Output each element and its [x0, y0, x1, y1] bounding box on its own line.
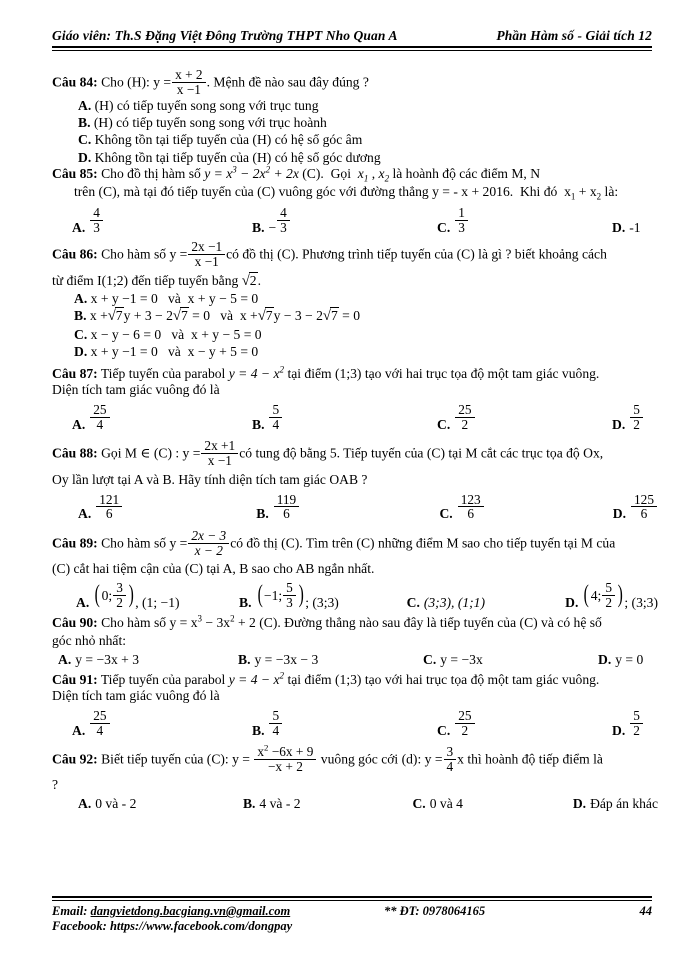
option-a[interactable]: A. 0 và - 2 [78, 795, 137, 811]
question-list [52, 68, 658, 810]
option-b[interactable]: B. (H) có tiếp tuyến song song với trục hoành [78, 115, 327, 131]
page-header [52, 28, 652, 51]
footer-email-address[interactable]: dangvietdong.bacgiang.vn@gmail.com [90, 904, 291, 918]
fraction-2x3-over-x2: $\frac{2x - 3}{x - 2}$ [188, 529, 229, 557]
footer-facebook[interactable]: Facebook: https://www.facebook.com/dongpay [52, 919, 293, 933]
question-88-options [52, 493, 658, 521]
option-d[interactable]: D. $\frac{5}{2}$ [612, 403, 658, 431]
question-86-stem-line2: từ điểm I(1;2) đến tiếp tuyến bằng √2. [52, 272, 261, 289]
option-a[interactable]: A. $\frac{4}{3}$ [72, 206, 252, 234]
question-90-stem-line1: Câu 90: Cho hàm số $y = x^3 - 3x^2 + 2$ (C). Đường thẳng nào sau đây là tiếp tuyến của (C) và có hệ số [52, 613, 602, 630]
expr-cubic-90: $y = x^3 - 3x^2 + 2$ [169, 613, 256, 630]
question-88-stem-line2: Oy lần lượt tại A và B. Hãy tính diện tích tam giác OAB ? [52, 471, 368, 487]
fraction-5-over-2: $\frac{5}{2}$ [630, 709, 643, 737]
point-1-3: (1;3) [335, 671, 362, 687]
sqrt-7: √7 [322, 308, 338, 325]
option-d[interactable]: D. Đáp án khác [572, 795, 658, 811]
question-86 [52, 240, 658, 360]
question-85-number: Câu 85: [52, 165, 98, 181]
question-89-number: Câu 89: [52, 535, 98, 551]
sqrt-2: √2 [241, 272, 257, 289]
fraction-25-over-4: $\frac{25}{4}$ [90, 403, 109, 431]
expr-cubic-85: $y = x^3 - 2x^2 + 2x$ [204, 164, 299, 181]
question-84-stem-post: . Mệnh đề nào sau đây đúng ? [206, 74, 369, 90]
question-85-line1-b: (C). Gọi $x_1$ , $x_2$ là hoành độ các điểm M, N [302, 165, 541, 184]
footer-phone: ** ĐT: 0978064165 [384, 904, 486, 918]
expr-parabola-87: $y = 4 - x^2$ [228, 364, 285, 381]
fraction-5-over-2: $\frac{5}{2}$ [630, 403, 643, 431]
fraction-5-over-4: $\frac{5}{4}$ [269, 709, 282, 737]
option-b[interactable]: B. − $\frac{4}{3}$ [252, 206, 437, 234]
fraction-119-over-6: $\frac{119}{6}$ [274, 493, 299, 521]
option-c[interactable]: C. x − y − 6 = 0 và x + y − 5 = 0 [74, 326, 262, 342]
ordered-pair: ( −1; $\frac{5}{3}$ ) [257, 580, 304, 611]
question-92-options [52, 797, 658, 811]
fraction-25-over-2: $\frac{25}{2}$ [455, 403, 474, 431]
point-1-3: (1;3) [335, 365, 362, 381]
question-87-stem-line1: Câu 87: Tiếp tuyến của parabol $y = 4 - x^2$ tại điểm (1;3) tạo với hai trục tọa độ một tam giác vuông. [52, 364, 600, 381]
question-89-stem-line1: Câu 89: Cho hàm số y = $\frac{2x - 3}{x - 2}$ có đồ thị (C). Tìm trên (C) những điểm M sao cho tiếp tuyến tại M của [52, 528, 616, 558]
ordered-pair: ( 0; $\frac{3}{2}$ ) [94, 580, 134, 611]
question-90-stem-line2: góc nhỏ nhất: [52, 632, 126, 648]
question-87-options [52, 403, 658, 431]
option-c[interactable]: C. $\frac{25}{2}$ [437, 403, 612, 431]
fraction-25-over-2: $\frac{25}{2}$ [455, 709, 474, 737]
question-88-stem-line1: Câu 88: Gọi M ∈ (C) : y = $\frac{2x +1}{x -1}$ có tung độ bằng 5. Tiếp tuyến của (C) tại M cắt các trục tọa độ Ox, [52, 438, 604, 469]
option-c[interactable]: C. y = −3x [423, 652, 483, 668]
question-86-stem-line1: Câu 86: Cho hàm số y = $\frac{2x -1}{x -1}$ có đồ thị (C). Phương trình tiếp tuyến của (C) là gì ? biết khoảng cách [52, 239, 607, 269]
fraction-x2-over-x1: $\frac{x + 2}{x -1}$ [172, 68, 205, 96]
question-90-number: Câu 90: [52, 614, 98, 630]
question-92-stem-line2: ? [52, 777, 59, 793]
option-b[interactable]: B. ( −1; $\frac{5}{3}$ ) ; (3;3) [239, 580, 339, 611]
option-c[interactable]: C. $\frac{25}{2}$ [437, 709, 612, 737]
footer-page-number: 44 [639, 904, 652, 918]
option-d[interactable]: D. $\frac{125}{6}$ [613, 493, 658, 521]
question-91-options [52, 709, 658, 737]
question-87-number: Câu 87: [52, 365, 98, 381]
question-86-number: Câu 86: [52, 246, 98, 262]
fraction-125-over-6: $\frac{125}{6}$ [631, 493, 657, 521]
question-89 [52, 529, 658, 610]
option-a[interactable]: A. (H) có tiếp tuyến song song với trục tung [78, 98, 319, 114]
fraction-123-over-6: $\frac{123}{6}$ [458, 493, 484, 521]
option-c[interactable]: C. (3;3), (1;1) [406, 595, 485, 611]
fraction-2x1-over-x1: $\frac{2x +1}{x -1}$ [201, 439, 238, 467]
fraction-25-over-4: $\frac{25}{4}$ [90, 709, 109, 737]
option-c[interactable]: C. $\frac{123}{6}$ [439, 493, 612, 521]
sqrt-7: √7 [257, 308, 273, 325]
question-84-stem [52, 68, 658, 96]
option-d[interactable]: D. -1 [612, 219, 641, 235]
expr-parabola-91: $y = 4 - x^2$ [228, 670, 285, 687]
option-b[interactable]: B. y = −3x − 3 [238, 652, 319, 668]
question-91 [52, 672, 658, 738]
question-84-number: Câu 84: [52, 74, 98, 90]
question-84-options [52, 97, 658, 166]
question-87 [52, 366, 658, 432]
question-85-stem-line1: Câu 85: Cho đồ thị hàm số $y = x^3 - 2x^2 + 2x$ (C). Gọi $x_1$ , $x_2$ là hoành độ các điểm M, N [52, 164, 541, 184]
question-92-number: Câu 92: [52, 751, 98, 767]
question-88-number: Câu 88: [52, 446, 98, 462]
fraction-3-over-4: $\frac{3}{4}$ [444, 745, 457, 773]
question-86-options [52, 290, 658, 360]
option-b[interactable]: B. 4 và - 2 [242, 795, 301, 811]
question-92 [52, 742, 658, 811]
option-a[interactable]: A. ( 0; $\frac{3}{2}$ ) , (1; −1) [76, 580, 180, 611]
option-a[interactable]: A. x + y −1 = 0 và x + y − 5 = 0 [74, 290, 259, 306]
option-a[interactable]: A. $\frac{25}{4}$ [72, 709, 252, 737]
fraction-quadratic-over-linear: $\frac{x^2 -6x + 9}{-x + 2}$ [254, 745, 316, 773]
footer-email: Email: dangvietdong.bacgiang.vn@gmail.com [52, 904, 291, 918]
question-84-stem-pre: Cho (H): y = [101, 74, 172, 90]
option-a[interactable]: A. $\frac{25}{4}$ [72, 403, 252, 431]
option-d[interactable]: D. ( 4; $\frac{5}{2}$ ) ; (3;3) [565, 580, 658, 611]
sqrt-7: √7 [107, 308, 123, 325]
fraction-5-over-4: $\frac{5}{4}$ [269, 403, 282, 431]
question-85-options [52, 206, 658, 234]
footer-divider [52, 896, 652, 901]
fraction-4-over-3: $\frac{4}{3}$ [90, 206, 103, 234]
option-b[interactable]: B. $\frac{5}{4}$ [252, 403, 437, 431]
option-d[interactable]: D. Không tồn tại tiếp tuyến của (H) có hệ số góc dương [78, 149, 381, 165]
question-85 [52, 166, 658, 235]
question-85-stem-line2: trên (C), mà tại đó tiếp tuyến của (C) vuông góc với đường thẳng y = - x + 2016. Khi đó $x_1 + x_2$ là: [74, 183, 619, 202]
sqrt-7: √7 [172, 308, 188, 325]
option-b[interactable]: B. x +√7y + 3 − 2√7 = 0 và x +√7y − 3 − 2√7 = 0 [74, 308, 361, 325]
option-a[interactable]: A. $\frac{121}{6}$ [78, 493, 256, 521]
question-90 [52, 615, 658, 667]
option-b[interactable]: B. $\frac{119}{6}$ [256, 493, 439, 521]
header-teacher-info: Giáo viên: Th.S Đặng Việt Đông Trường THPT Nho Quan A [52, 28, 398, 43]
question-89-stem-line2: (C) cắt hai tiệm cận của (C) tại A, B sao cho AB ngắn nhất. [52, 561, 375, 577]
option-c[interactable]: C. 0 và 4 [412, 795, 463, 811]
option-d[interactable]: D. $\frac{5}{2}$ [612, 709, 658, 737]
fraction-121-over-6: $\frac{121}{6}$ [96, 493, 122, 521]
question-91-stem-line1: Câu 91: Tiếp tuyến của parabol $y = 4 - x^2$ tại điểm (1;3) tạo với hai trục tọa độ một tam giác vuông. [52, 670, 600, 687]
fraction-1-over-3: $\frac{1}{3}$ [455, 206, 468, 234]
page-footer [52, 894, 652, 934]
option-b[interactable]: B. $\frac{5}{4}$ [252, 709, 437, 737]
question-91-number: Câu 91: [52, 671, 98, 687]
header-divider [52, 46, 652, 51]
question-91-stem-line2: Diện tích tam giác vuông đó là [52, 687, 220, 703]
option-d[interactable]: D. y = 0 [598, 652, 644, 668]
question-89-options [52, 581, 658, 609]
question-87-stem-line2: Diện tích tam giác vuông đó là [52, 382, 220, 398]
fraction-neg-4-over-3: $\frac{4}{3}$ [277, 206, 290, 234]
ordered-pair: ( 4; $\frac{5}{2}$ ) [583, 580, 623, 611]
option-c[interactable]: C. Không tồn tại tiếp tuyến của (H) có hệ số góc âm [78, 132, 363, 148]
question-90-options [52, 653, 658, 667]
question-84 [52, 68, 658, 166]
question-88 [52, 439, 658, 521]
option-d[interactable]: D. x + y −1 = 0 và x − y + 5 = 0 [74, 343, 259, 359]
question-92-stem-line1: Câu 92: Biết tiếp tuyến của (C): y = $\frac{x^2 -6x + 9}{-x + 2}$ vuông góc cới (d): y = $\frac{3}{4}$ x thì hoành độ tiếp điểm là [52, 742, 603, 774]
fraction-2x1-over-x1: $\frac{2x -1}{x -1}$ [188, 240, 225, 268]
option-a[interactable]: A. y = −3x + 3 [58, 652, 139, 668]
header-subject-info: Phần Hàm số - Giải tích 12 [496, 28, 652, 43]
option-c[interactable]: C. $\frac{1}{3}$ [437, 206, 612, 234]
